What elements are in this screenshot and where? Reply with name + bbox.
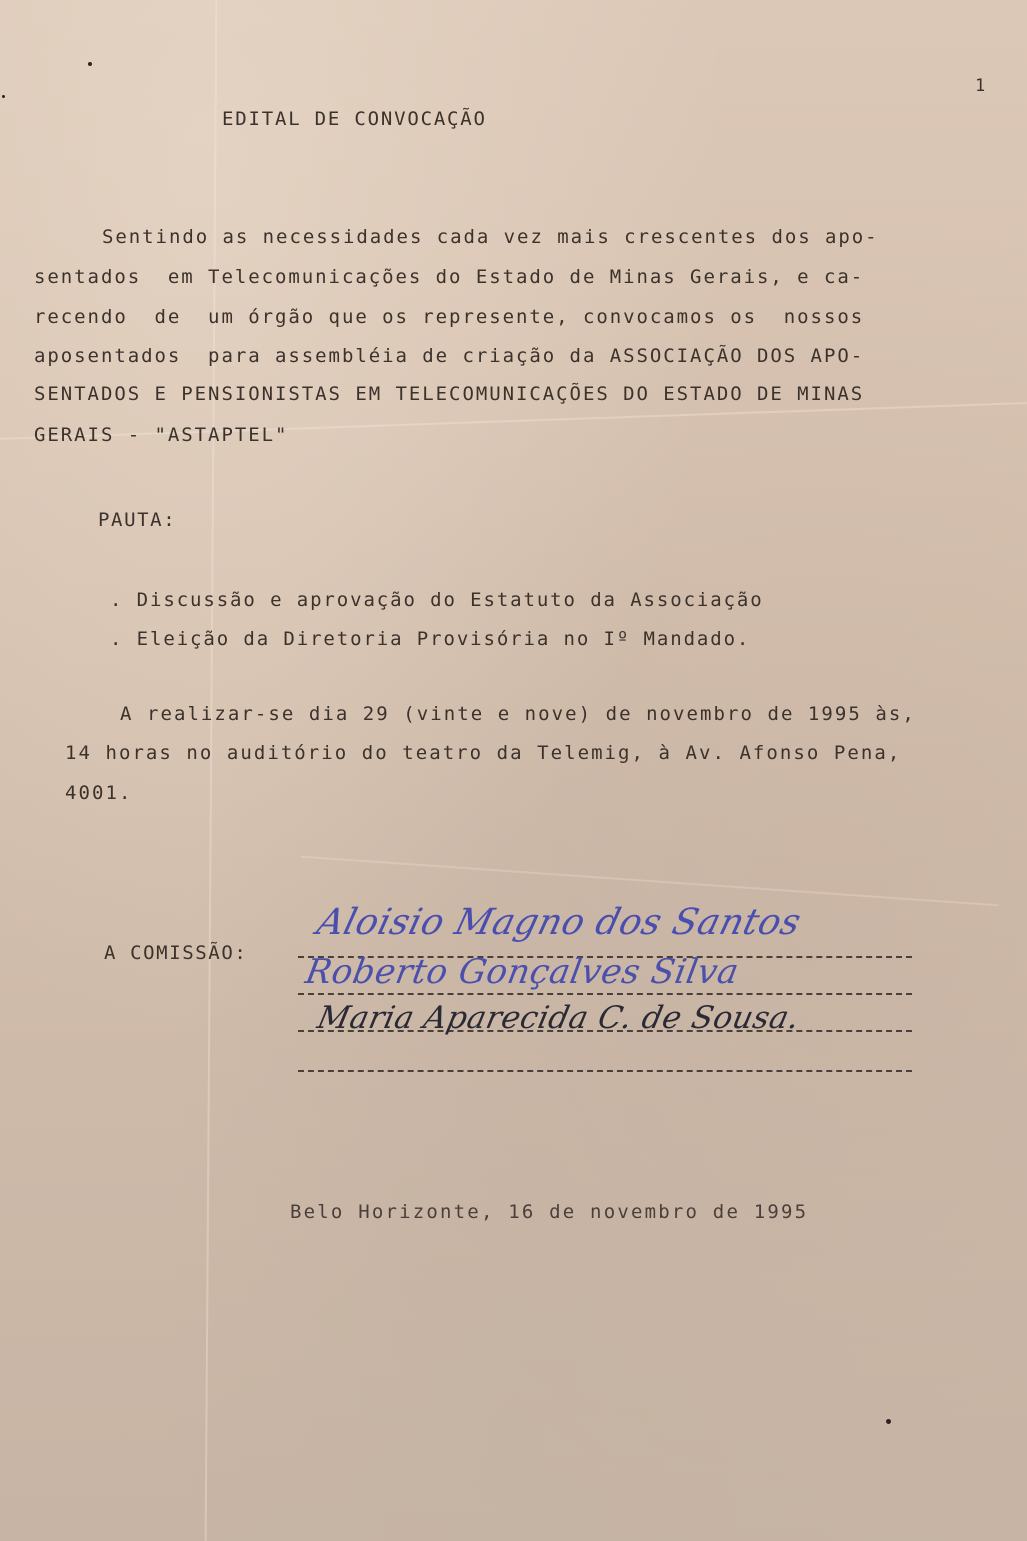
paragraph-line: GERAIS - "ASTAPTEL" — [34, 424, 289, 446]
agenda-label: PAUTA: — [98, 509, 177, 531]
paragraph-line: Sentindo as necessidades cada vez mais crescentes dos apo- — [102, 226, 879, 248]
paper-speck — [886, 1419, 891, 1424]
paragraph-line: SENTADOS E PENSIONISTAS EM TELECOMUNICAÇÕES DO ESTADO DE MINAS — [34, 383, 865, 405]
paper-speck — [2, 95, 5, 98]
signature-1: Aloisio Magno dos Santos — [312, 902, 806, 943]
signature-line — [298, 1070, 912, 1072]
paragraph-line: 4001. — [65, 782, 133, 804]
paragraph-line: recendo de um órgão que os represente, convocamos os nossos — [34, 306, 865, 328]
commission-label: A COMISSÃO: — [104, 942, 248, 964]
paragraph-line: A realizar-se dia 29 (vinte e nove) de novembro de 1995 às, — [120, 703, 916, 725]
place-and-date: Belo Horizonte, 16 de novembro de 1995 — [290, 1201, 809, 1223]
signature-3: Maria Aparecida C. de Sousa. — [314, 1000, 803, 1036]
paper-crease — [301, 856, 999, 907]
paragraph-line: 14 horas no auditório do teatro da Telemig, à Av. Afonso Pena, — [65, 742, 902, 764]
paper-speck — [88, 62, 92, 66]
page-number: 1 — [975, 76, 987, 96]
signature-line — [298, 993, 912, 995]
paragraph-line: sentados em Telecomunicações do Estado de Minas Gerais, e ca- — [34, 266, 865, 288]
signature-2: Roberto Gonçalves Silva — [302, 952, 742, 992]
agenda-item: . Eleição da Diretoria Provisória no Iº Mandado. — [110, 628, 751, 650]
agenda-item: . Discussão e aprovação do Estatuto da Associação — [110, 589, 764, 611]
paragraph-line: aposentados para assembléia de criação da ASSOCIAÇÃO DOS APO- — [34, 345, 865, 367]
document-title: EDITAL DE CONVOCAÇÃO — [222, 108, 487, 130]
